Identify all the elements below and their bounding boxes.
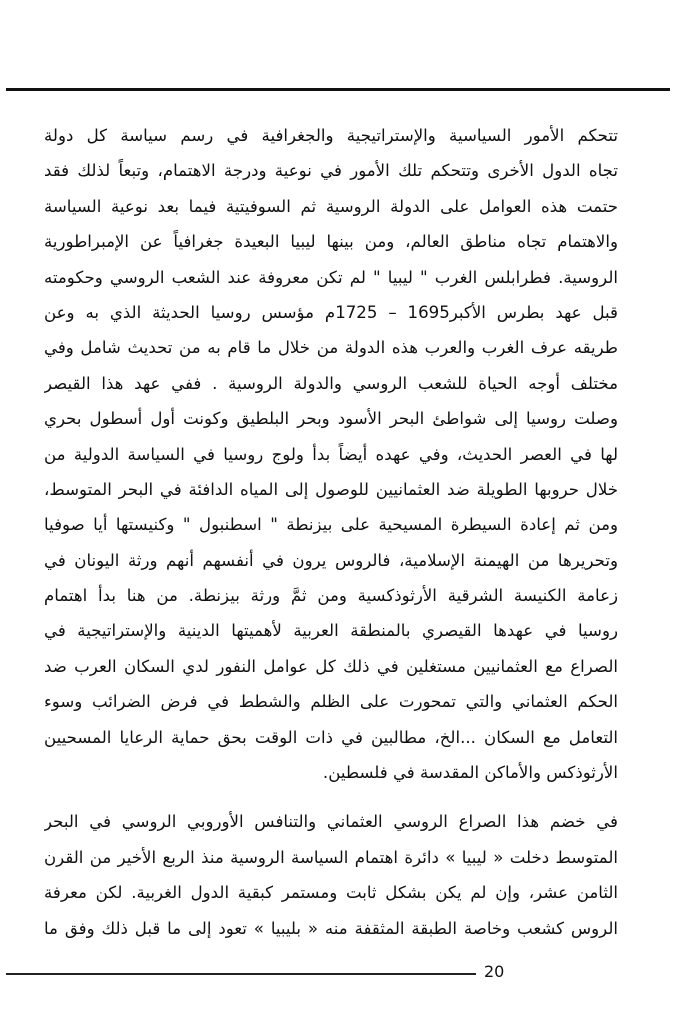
text-line: ومن ثم إعادة السيطرة المسيحية على بيزنطة " اسطنبول " وكنيستها أيا صوفيا xyxy=(44,515,618,535)
text-line: زعامة الكنيسة الشرقية الأرثوذكسية ومن ثمَّ ورثة بيزنطة. من هنا بدأ اهتمام xyxy=(44,586,618,606)
text-line: في خضم هذا الصراع الروسي العثماني والتنافس الأوروبي الروسي في البحر xyxy=(44,812,618,832)
text-line: تتحكم الأمور السياسية والإستراتيجية والجغرافية في رسم سياسة كل دولة xyxy=(44,126,618,145)
text-line: حتمت هذه العوامل على الدولة الروسية ثم السوفيتية فيما بعد نوعية السياسة xyxy=(44,196,618,216)
text-line: وصلت روسيا إلى شواطئ البحر الأسود وبحر البلطيق وكونت أول أسطول بحري xyxy=(44,409,618,429)
text-line: لها في العصر الحديث، وفي عهده أيضاً بدأ ولوج روسيا في السياسة الدولية من xyxy=(44,444,618,464)
text-line: المتوسط دخلت « ليبيا » دائرة اهتمام السياسة الروسية منذ الربع الأخير من القرن xyxy=(44,847,618,867)
text-line: الروسية. فطرابلس الغرب " ليبيا " لم تكن معروفة عند الشعب الروسي وحكومته xyxy=(44,267,618,287)
text-line: والاهتمام تجاه مناطق العالم، ومن بينها ليبيا البعيدة جغرافياً عن الإمبراطورية xyxy=(44,232,618,252)
text-line: طريقه عرف الغرب والعرب هذه الدولة من خلال ما قام به من تحديث شامل وفي xyxy=(44,338,618,358)
text-line: الروس كشعب وخاصة الطبقة المثقفة منه « بليبيا » تعود إلى ما قبل ذلك وفق ما xyxy=(44,918,618,938)
page-body xyxy=(44,118,618,946)
text-line: الصراع مع العثمانيين مستغلين في ذلك كل عوامل النفور لدي السكان العرب ضد xyxy=(44,656,618,676)
text-line: روسيا في عهدها القيصري بالمنطقة العربية لأهميتها الدينية والإستراتيجية في xyxy=(44,621,618,641)
text-line: الأرثوذكس والأماكن المقدسة في فلسطين. xyxy=(322,763,618,783)
text-line: الثامن عشر، وإن لم يكن بشكل ثابت ومستمر كبقية الدول الغربية. لكن معرفة xyxy=(44,883,618,903)
page-number: 20 xyxy=(484,962,505,981)
text-line: قبل عهد بطرس الأكبر1695 – 1725م مؤسس روسيا الحديثة الذي به وعن xyxy=(44,302,618,322)
text-line: مختلف أوجه الحياة للشعب الروسي والدولة الروسية . ففي عهد هذا القيصر xyxy=(44,373,618,393)
text-line: التعامل مع السكان ...الخ، مطالبين في ذات الوقت بحق حماية الرعايا المسحيين xyxy=(44,727,618,747)
text-line: خلال حروبها الطويلة ضد العثمانيين للوصول إلى المياه الدافئة في البحر المتوسط، xyxy=(44,479,618,499)
text-line: تجاه الدول الأخرى وتتحكم تلك الأمور في نوعية ودرجة الاهتمام، وتبعاً لذلك فقد xyxy=(44,161,618,181)
paragraph-2 xyxy=(44,804,618,946)
paragraph-1 xyxy=(44,118,618,790)
text-line: وتحريرها من الهيمنة الإسلامية، فالروس يرون في أنفسهم أنهم ورثة اليونان في xyxy=(44,550,618,570)
header-rule xyxy=(6,88,670,91)
footer-rule xyxy=(6,973,476,975)
paragraph-spacer xyxy=(44,790,618,804)
text-line: الحكم العثماني والتي تمحورت على الظلم والشطط في فرض الضرائب وسوء xyxy=(44,692,618,712)
